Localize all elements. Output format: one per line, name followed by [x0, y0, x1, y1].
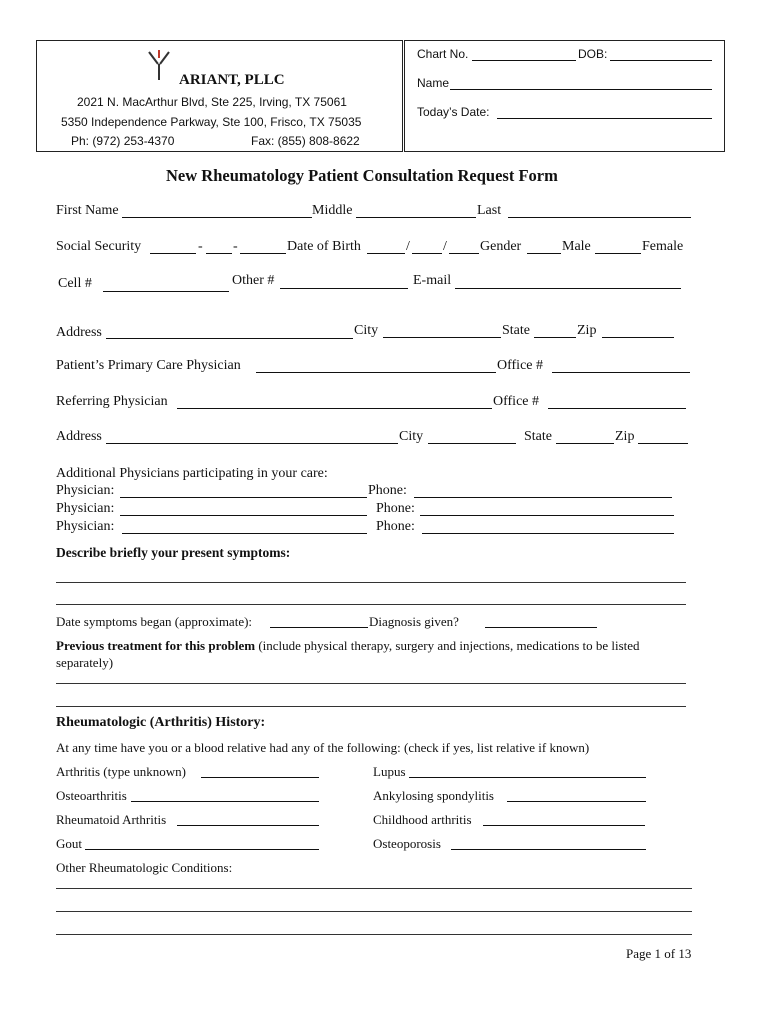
- last-name-field[interactable]: [508, 217, 691, 218]
- pcp-office-label: Office #: [497, 358, 543, 373]
- referring-zip-field[interactable]: [638, 443, 688, 444]
- dob-row-label: Date of Birth: [287, 239, 361, 254]
- other-phone-label: Other #: [232, 273, 275, 288]
- referring-state-field[interactable]: [556, 443, 614, 444]
- male-label: Male: [562, 239, 591, 254]
- page-number: Page 1 of 13: [626, 946, 692, 961]
- dob-slash-1: /: [406, 239, 410, 254]
- previous-treatment-bold: Previous treatment for this problem: [56, 638, 256, 653]
- chart-no-field[interactable]: [472, 60, 576, 61]
- pcp-field[interactable]: [256, 372, 496, 373]
- rheumatoid-field[interactable]: [177, 825, 319, 826]
- referring-address-label: Address: [56, 429, 102, 444]
- referring-state-label: State: [524, 429, 552, 444]
- city-label: City: [354, 323, 379, 338]
- ssn-dash-1: -: [198, 239, 203, 254]
- childhood-label: Childhood arthritis: [373, 812, 472, 827]
- name-label: Name: [417, 76, 450, 90]
- form-title: New Rheumatology Patient Consultation Request Form: [166, 166, 558, 185]
- referring-city-field[interactable]: [428, 443, 516, 444]
- dob-month-field[interactable]: [367, 253, 405, 254]
- other-conditions-line-2[interactable]: [56, 911, 692, 912]
- other-phone-field[interactable]: [280, 288, 408, 289]
- gender-label: Gender: [480, 239, 522, 254]
- other-conditions-line-1[interactable]: [56, 888, 692, 889]
- previous-treatment-text: [56, 638, 640, 654]
- date-began-field[interactable]: [270, 627, 368, 628]
- practice-address-1: 2021 N. MacArthur Blvd, Ste 225, Irving, TX 75061: [77, 95, 347, 109]
- arthritis-unknown-label: Arthritis (type unknown): [56, 764, 186, 779]
- physician-2-field[interactable]: [120, 515, 367, 516]
- diagnosis-field[interactable]: [485, 627, 597, 628]
- treatment-line-1[interactable]: [56, 683, 686, 684]
- city-field[interactable]: [383, 337, 501, 338]
- dob-label: DOB:: [578, 47, 608, 61]
- practice-phone: Ph: (972) 253-4370: [71, 134, 175, 148]
- referring-zip-label: Zip: [615, 429, 635, 444]
- physician-1-field[interactable]: [120, 497, 367, 498]
- ssn-field-3[interactable]: [240, 253, 286, 254]
- physician-2-phone-field[interactable]: [420, 515, 674, 516]
- referring-address-field[interactable]: [106, 443, 398, 444]
- dob-slash-2: /: [443, 239, 447, 254]
- zip-field[interactable]: [602, 337, 674, 338]
- referring-field[interactable]: [177, 408, 492, 409]
- ssn-field-2[interactable]: [206, 253, 232, 254]
- osteoporosis-label: Osteoporosis: [373, 836, 441, 851]
- treatment-line-2[interactable]: [56, 706, 686, 707]
- first-name-field[interactable]: [122, 217, 312, 218]
- middle-name-label: Middle: [312, 203, 353, 218]
- date-began-label: Date symptoms began (approximate):: [56, 614, 253, 629]
- referring-city-label: City: [399, 429, 424, 444]
- todays-date-label: Today’s Date:: [417, 105, 490, 119]
- referring-office-label: Office #: [493, 394, 539, 409]
- state-field[interactable]: [534, 337, 576, 338]
- childhood-field[interactable]: [483, 825, 645, 826]
- email-field[interactable]: [455, 288, 681, 289]
- symptoms-heading: Describe briefly your present symptoms:: [56, 545, 291, 560]
- todays-date-field[interactable]: [497, 118, 712, 119]
- male-checkbox-line[interactable]: [527, 253, 561, 254]
- arthritis-unknown-field[interactable]: [201, 777, 319, 778]
- practice-address-2: 5350 Independence Parkway, Ste 100, Frisco, TX 75035: [61, 115, 362, 129]
- ssn-label: Social Security: [56, 239, 142, 254]
- rheum-history-heading: Rheumatologic (Arthritis) History:: [56, 715, 266, 730]
- ankylosing-field[interactable]: [507, 801, 646, 802]
- physician-3-label: Physician:: [56, 519, 115, 534]
- gout-field[interactable]: [85, 849, 319, 850]
- middle-name-field[interactable]: [356, 217, 476, 218]
- dob-field[interactable]: [610, 60, 712, 61]
- referring-label: Referring Physician: [56, 394, 168, 409]
- diagnosis-label: Diagnosis given?: [369, 614, 459, 629]
- female-checkbox-line[interactable]: [595, 253, 641, 254]
- address-field[interactable]: [106, 338, 353, 339]
- female-label: Female: [642, 239, 684, 254]
- physician-3-phone-label: Phone:: [376, 519, 415, 534]
- symptoms-line-1[interactable]: [56, 582, 686, 583]
- symptoms-line-2[interactable]: [56, 604, 686, 605]
- physician-1-label: Physician:: [56, 483, 115, 498]
- dob-day-field[interactable]: [412, 253, 442, 254]
- name-field[interactable]: [450, 89, 712, 90]
- cell-field[interactable]: [103, 291, 229, 292]
- last-name-label: Last: [477, 203, 502, 218]
- first-name-label: First Name: [56, 203, 119, 218]
- email-label: E-mail: [413, 273, 452, 288]
- other-conditions-label: Other Rheumatologic Conditions:: [56, 860, 233, 875]
- physician-2-label: Physician:: [56, 501, 115, 516]
- pcp-office-field[interactable]: [552, 372, 690, 373]
- address-label: Address: [56, 325, 102, 340]
- rheum-history-question: At any time have you or a blood relative had any of the following: (check if yes, list relative if known): [56, 740, 590, 755]
- chart-no-label: Chart No.: [417, 47, 469, 61]
- cell-label: Cell #: [58, 276, 92, 291]
- physician-3-field[interactable]: [122, 533, 367, 534]
- physician-1-phone-label: Phone:: [368, 483, 407, 498]
- physician-3-phone-field[interactable]: [422, 533, 674, 534]
- lupus-field[interactable]: [409, 777, 646, 778]
- state-label: State: [502, 323, 530, 338]
- pcp-label: Patient’s Primary Care Physician: [56, 358, 241, 373]
- physician-1-phone-field[interactable]: [414, 497, 672, 498]
- osteoarthritis-field[interactable]: [131, 801, 319, 802]
- additional-physicians-label: Additional Physicians participating in your care:: [56, 466, 328, 481]
- gout-label: Gout: [56, 836, 82, 851]
- zip-label: Zip: [577, 323, 597, 338]
- practice-name: ARIANT, PLLC: [179, 72, 285, 88]
- other-conditions-line-3[interactable]: [56, 934, 692, 935]
- osteoarthritis-label: Osteoarthritis: [56, 788, 127, 803]
- referring-office-field[interactable]: [548, 408, 686, 409]
- ssn-field-1[interactable]: [150, 253, 196, 254]
- ssn-dash-2: -: [233, 239, 238, 254]
- practice-logo-icon: [146, 48, 172, 82]
- physician-2-phone-label: Phone:: [376, 501, 415, 516]
- osteoporosis-field[interactable]: [451, 849, 646, 850]
- rheumatoid-label: Rheumatoid Arthritis: [56, 812, 167, 827]
- ankylosing-label: Ankylosing spondylitis: [373, 788, 494, 803]
- practice-fax: Fax: (855) 808-8622: [251, 134, 360, 148]
- previous-treatment-rest: (include physical therapy, surgery and injections, medications to be listed: [255, 638, 640, 653]
- dob-year-field[interactable]: [449, 253, 479, 254]
- lupus-label: Lupus: [373, 764, 406, 779]
- previous-treatment-rest-2: separately): [56, 655, 114, 670]
